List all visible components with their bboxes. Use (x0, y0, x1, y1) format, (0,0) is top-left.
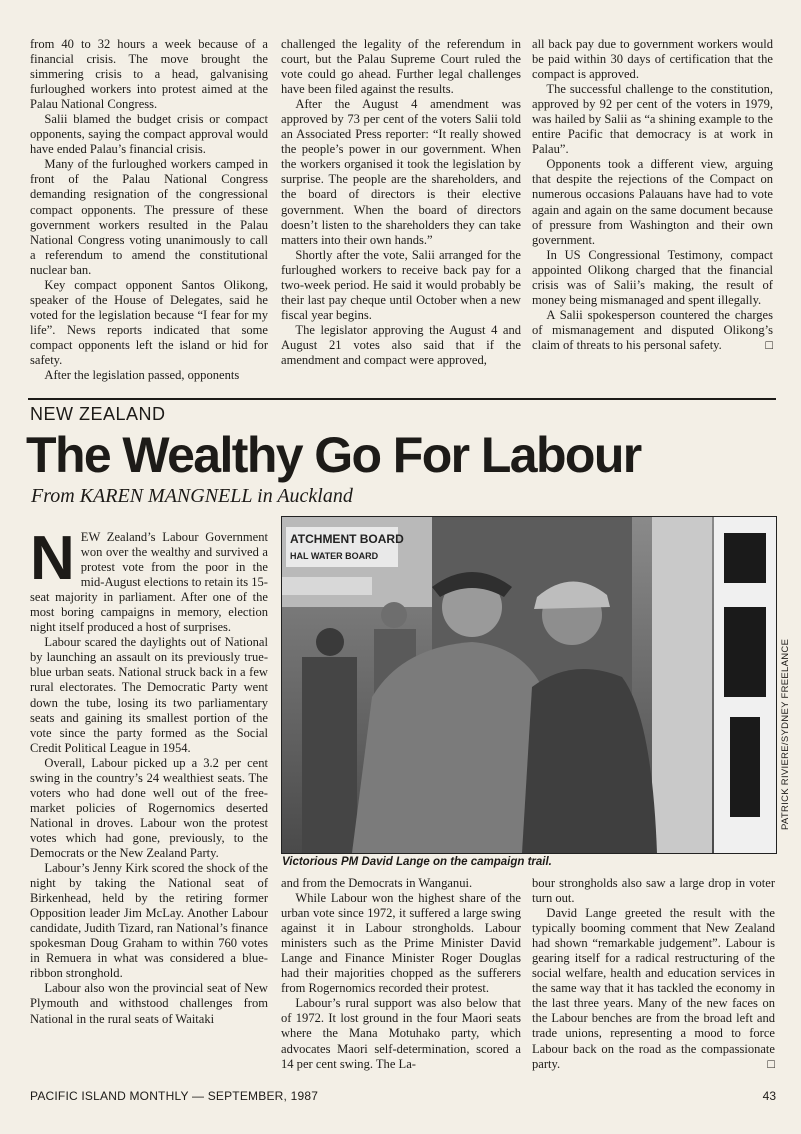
byline: From KAREN MANGNELL in Auckland (31, 485, 353, 507)
paragraph-text: While Labour won the highest share of the urban vote since 1972, it suffered a large swing against it in Labour strongholds. Labour ministers such as the Prime Minister David Lange and Finance Minister Roger Douglas had their majorities chopped as the sufferers from Rogernomics recorded their protest. (281, 891, 521, 996)
paragraph-text: Labour scared the daylights out of National by launching an assault on its previously true-blue urban seats. National struck back in a few rural electorates. The Democratic Party went down the tube, losing its two parliamentary seats and gaining its smallest portion of the vote since the party formed as the Social Credit Political League in 1954. (30, 635, 268, 755)
paragraph-text: Key compact opponent Santos Olikong, speaker of the House of Delegates, said he voted for the legislation because “I fear for my life”. News reports indicated that some compact opponents left the island or hid for safety. (30, 277, 268, 367)
paragraph (281, 996, 521, 1071)
paragraph-text: David Lange greeted the result with the typically booming comment that New Zealand had shown “remarkable judgement”. Labour is gearing itself for a radical restructuring of the social welfare, health and education services in the same way that it has tackled the economy in the last three years. Many of the new faces on the Labour benches are from the broad left and trade unions, representing a mood to force Labour back on the road as the compassionate party. (532, 906, 775, 1071)
headline: The Wealthy Go For Labour (26, 427, 641, 483)
paragraph-text: A Salii spokesperson countered the charges of mismanagement and disputed Olikong’s claim of threats to his personal safety. (532, 307, 773, 352)
paragraph-text: Labour’s rural support was also below that of 1972. It lost ground in the four Maori seats where the Mana Motuhako party, which advocates Maori self-determination, scored a 14 per cent swing. The La- (281, 996, 521, 1071)
end-of-article-mark: □ (765, 337, 773, 352)
paragraph-text: all back pay due to government workers would be paid within 30 days of certification that the compact is approved. (532, 37, 773, 82)
paragraph (281, 248, 521, 323)
drop-cap: N (30, 524, 75, 593)
paragraph-text: Shortly after the vote, Salii arranged for the furloughed workers to receive back pay for a two-week period. He said it would probably be their last pay cheque until October when a new fiscal year begins. (281, 247, 521, 322)
paragraph (30, 861, 268, 981)
paragraph (30, 635, 268, 755)
article-column-2 (281, 876, 521, 1072)
paragraph-text: In US Congressional Testimony, compact appointed Olikong charged that the financial crisis was of Salii’s making, the result of money being mismanaged and spent illegally. (532, 247, 773, 307)
paragraph-text: EW Zealand’s Labour Government won over the wealthy and survived a protest vote from the poor in the mid-August elections to retain its 15-seat majority in parliament. After one of the most boring campaigns in memory, election night itself produced a host of surprises. (30, 530, 268, 635)
paragraph (532, 82, 773, 157)
top-column-2 (281, 37, 521, 368)
paragraph (532, 157, 773, 247)
photo-caption: Victorious PM David Lange on the campaign trail. (282, 856, 552, 868)
top-column-3 (532, 37, 773, 353)
sign-text-2: HAL WATER BOARD (290, 551, 379, 561)
paragraph-text: After the legislation passed, opponents (44, 368, 240, 383)
paragraph (30, 278, 268, 368)
paragraph (281, 876, 521, 891)
paragraph (30, 37, 268, 112)
photo-illustration (282, 517, 776, 853)
paragraph-text: bour strongholds also saw a large drop in voter turn out. (532, 876, 775, 906)
paragraph (30, 981, 268, 1026)
paragraph (532, 37, 773, 82)
news-photo (281, 516, 777, 854)
paragraph-text: Salii blamed the budget crisis or compact opponents, saying the compact approval would have ended Palau’s financial crisis. (30, 112, 268, 157)
article-column-1 (30, 524, 268, 1027)
section-label: NEW ZEALAND (30, 404, 166, 424)
paragraph-text: Opponents took a different view, arguing that despite the rejections of the Compact on numerous occasions Palauans have had to vote again and again on the same document because of pressure from Washington and their own government. (532, 157, 773, 247)
photo-credit: PATRICK RIVIERE/SYDNEY FREELANCE (780, 638, 791, 830)
paragraph (30, 112, 268, 157)
paragraph (281, 97, 521, 247)
paragraph (281, 891, 521, 996)
paragraph-text: Labour also won the provincial seat of New Plymouth and withstood challenges from National in the rural seats of Waitaki (30, 981, 268, 1026)
end-of-article-mark: □ (767, 1056, 775, 1071)
paragraph-text: The legislator approving the August 4 and August 21 votes also said that if the amendment and compact were approved, (281, 322, 521, 367)
paragraph (30, 756, 268, 861)
footer-publication: PACIFIC ISLAND MONTHLY — SEPTEMBER, 1987 (30, 1089, 319, 1103)
paragraph-text: Many of the furloughed workers camped in front of the Palau National Congress demanding resignation of the congressional compact opponents. The pressure of these government workers resulted in the Palau National Congress voting unanimously to call a referendum to amend the constitutional nuclear ban. (30, 157, 268, 277)
paragraph-text: After the August 4 amendment was approved by 73 per cent of the voters Salii told an Associated Press reporter: “It really showed the people’s power in our government. When the workers organised it took the legislation by surprise. The people are the shareholders, and the board of directors is their elective government. When the board of directors doesn’t listen to the shareholders they can take matters into their own hands.” (281, 97, 521, 247)
paragraph (30, 157, 268, 277)
top-column-1 (30, 37, 268, 383)
paragraph-text: The successful challenge to the constitution, approved by 92 per cent of the voters in 1979, was hailed by Salii as “a shining example to the entire Pacific that democracy is at work in Palau”. (532, 82, 773, 157)
paragraph-text: Overall, Labour picked up a 3.2 per cent swing in the country’s 24 wealthiest seats. The voters who had done well out of the free-market policies of Rogernomics deserted National in droves. Labour won the protest votes which had gone, previously, to the Democrats or the New Zealand Party. (30, 755, 268, 860)
paragraph (30, 524, 268, 635)
paragraph-text: from 40 to 32 hours a week because of a financial crisis. The move brought the simmering crisis to a head, galvanising furloughed workers into protest aimed at the Palau National Congress. (30, 37, 268, 112)
paragraph (532, 308, 773, 353)
paragraph (30, 368, 268, 383)
paragraph (532, 876, 775, 906)
paragraph-text: Labour’s Jenny Kirk scored the shock of the night by taking the National seat of Birkenhead, held by the retiring former Opposition leader Jim McLay. Another Labour candidate, Judith Tizard, ran National’s finance spokesman Doug Graham to within 760 votes in Remuera in what was considered a blue-ribbon stronghold. (30, 861, 268, 981)
article-column-3 (532, 876, 775, 1072)
sign-text-1: ATCHMENT BOARD (290, 532, 404, 546)
paragraph-text: and from the Democrats in Wanganui. (281, 876, 473, 890)
paragraph-text: challenged the legality of the referendum in court, but the Palau Supreme Court ruled the vote could go ahead. Further legal challenges have been filed against the results. (281, 37, 521, 97)
paragraph (281, 37, 521, 97)
paragraph (532, 248, 773, 308)
section-divider-rule (28, 398, 776, 400)
footer-page-number: 43 (762, 1089, 776, 1103)
paragraph (532, 906, 775, 1072)
paragraph (281, 323, 521, 368)
